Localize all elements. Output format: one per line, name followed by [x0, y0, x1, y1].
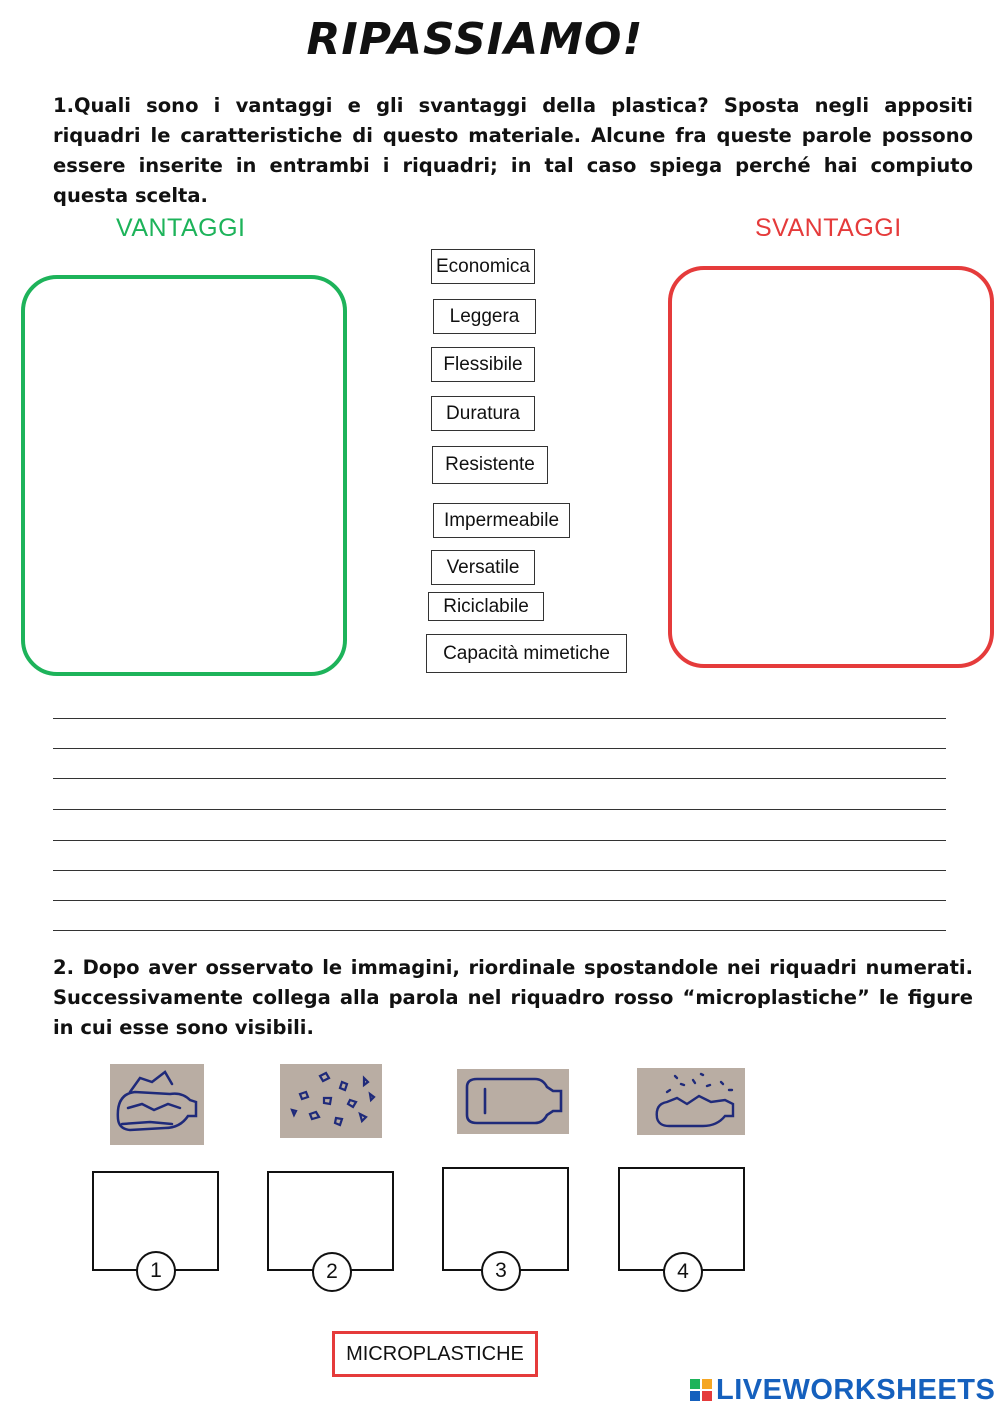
brand-name: LIVEWORKSHEETS — [716, 1373, 996, 1406]
answer-line — [53, 748, 946, 749]
question-2-text: 2. Dopo aver osservato le immagini, riordinale spostandole nei riquadri numerati. Successivamente collega alla parola nel riquadro rosso “microplastiche” le figure in cui esse sono visibili. — [53, 956, 973, 1039]
vantaggi-drop-zone[interactable] — [21, 275, 347, 676]
word-resistente[interactable]: Resistente — [432, 446, 548, 484]
plastic-fragments-icon[interactable] — [280, 1064, 382, 1138]
slot-2-number: 2 — [312, 1252, 352, 1292]
word-riciclabile[interactable]: Riciclabile — [428, 592, 544, 621]
word-duratura[interactable]: Duratura — [431, 396, 535, 431]
answer-line — [53, 840, 946, 841]
vantaggi-heading: VANTAGGI — [116, 214, 246, 242]
word-impermeabile[interactable]: Impermeabile — [433, 503, 570, 538]
answer-line — [53, 870, 946, 871]
word-leggera[interactable]: Leggera — [433, 299, 536, 334]
answer-line — [53, 900, 946, 901]
liveworksheets-logo — [690, 1372, 995, 1408]
word-flessibile[interactable]: Flessibile — [431, 347, 535, 382]
answer-line — [53, 930, 946, 931]
whole-bottle-icon[interactable] — [457, 1069, 569, 1134]
broken-bottle-icon[interactable] — [110, 1064, 204, 1145]
word-capacita-mimetiche[interactable]: Capacità mimetiche — [426, 634, 627, 673]
svantaggi-heading: SVANTAGGI — [755, 214, 902, 242]
page-title: RIPASSIAMO! — [306, 14, 644, 65]
svantaggi-drop-zone[interactable] — [668, 266, 994, 668]
word-economica[interactable]: Economica — [431, 249, 535, 284]
crumbling-bottle-icon[interactable] — [637, 1068, 745, 1135]
answer-line — [53, 809, 946, 810]
microplastiche-target[interactable]: MICROPLASTICHE — [332, 1331, 538, 1377]
word-versatile[interactable]: Versatile — [431, 550, 535, 585]
answer-line — [53, 718, 946, 719]
slot-3-number: 3 — [481, 1251, 521, 1291]
slot-1-number: 1 — [136, 1251, 176, 1291]
question-1-text: 1.Quali sono i vantaggi e gli svantaggi della plastica? Sposta negli appositi riquadri le caratteristiche di questo materiale. Alcune fra queste parole possono essere inserite in entrambi i riquadri; in tal caso spiega perché hai compiuto questa scelta. — [53, 94, 973, 207]
answer-line — [53, 778, 946, 779]
liveworksheets-logo-icon — [690, 1379, 712, 1401]
slot-4-number: 4 — [663, 1252, 703, 1292]
